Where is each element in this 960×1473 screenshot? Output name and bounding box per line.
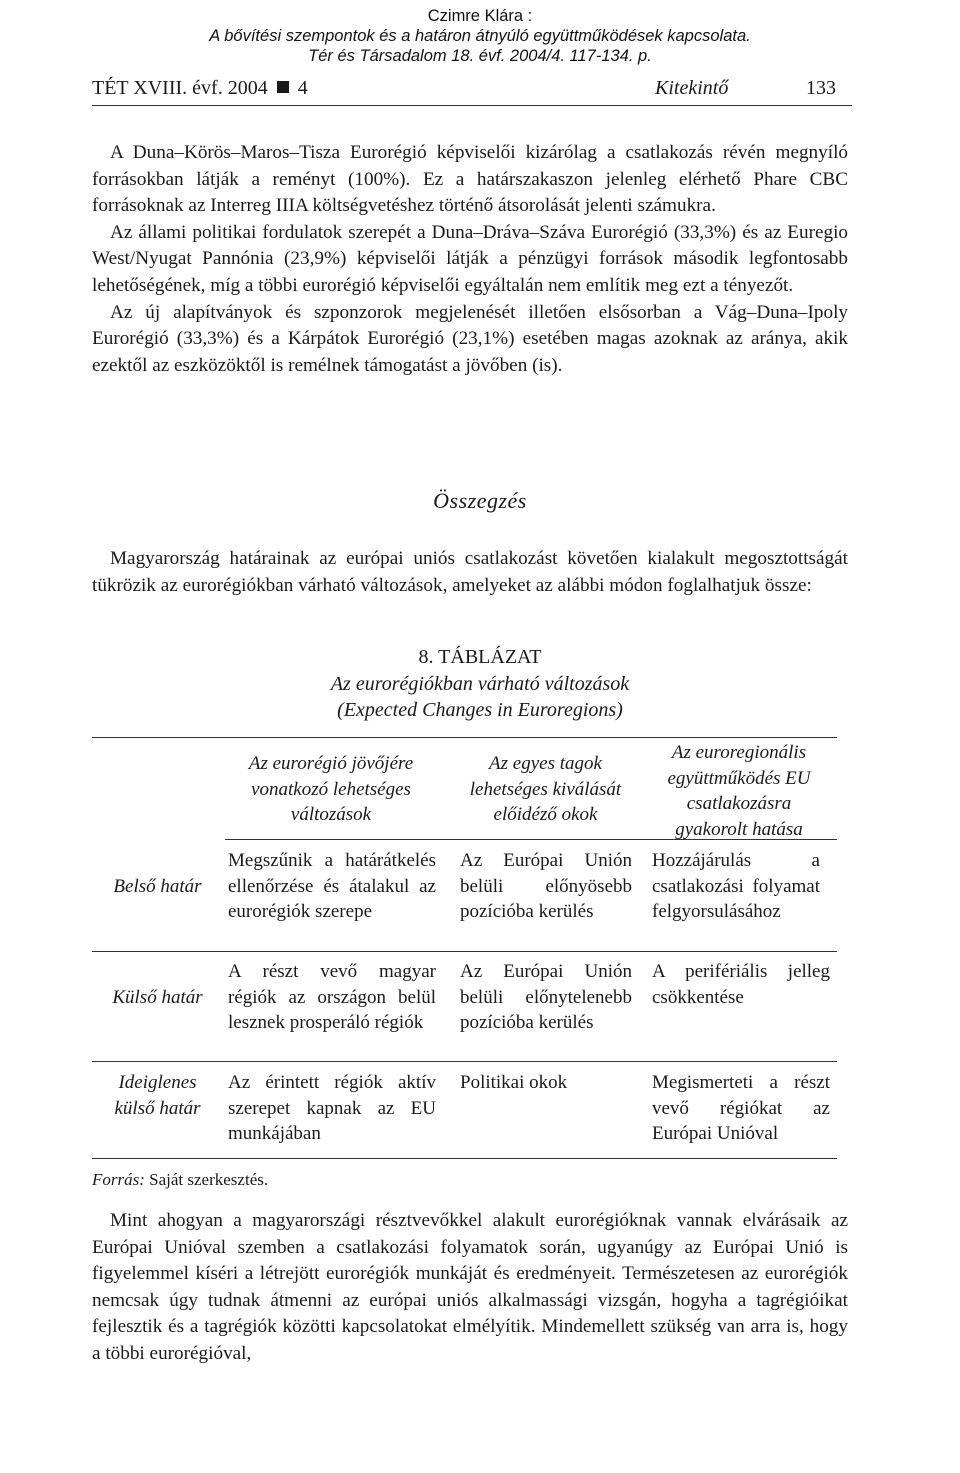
table-cell: Hozzájárulás a csatlakozási folyamat felgyorsulásához xyxy=(652,850,820,922)
journal-name: TÉT XVIII. évf. 2004 xyxy=(92,77,268,99)
table-source-label: Forrás: xyxy=(92,1170,145,1189)
table-header-cell: Az euroregionális együttműködés EU csatlakozásra gyakorolt hatása xyxy=(667,742,811,840)
table-cell: Politikai okok xyxy=(460,1072,568,1093)
summary-text xyxy=(92,546,848,599)
table-cell: A perifériális jelleg csökkentése xyxy=(652,961,830,1008)
table-row-rule xyxy=(92,1061,837,1062)
closing-paragraph: Mint ahogyan a magyarországi résztvevőkkel alakult eurorégióknak vannak elvárásaik az Európai Unióval szemben a csatlakozási folyamatok során, ugyanúgy az Európai Unió is figyelemmel kíséri a létrejött eurorégiók munkáját és eredményeit. Természetesen az eurorégiók nemcsak úgy tudnak átmenni az európai uniós alkalmassági vizsgán, hogyha a tagrégióikat fejlesztik és a tagrégiók közötti kapcsolatokat elmélyítik. Mindemellett szükség van arra is, hogy a többi eurorégióval, xyxy=(92,1210,848,1364)
intro-paragraph: Az állami politikai fordulatok szerepét a Duna–Dráva–Száva Eurorégió (33,3%) és az Euregio West/Nyugat Pannónia (23,9%) képviselői látják a pénzügyi források második legfontosabb lehetőségének, míg a többi eurorégió képviselői egyáltalán nem említik meg ezt a tényezőt. xyxy=(92,221,848,296)
closing-text xyxy=(92,1208,848,1368)
intro-paragraph: Az új alapítványok és szponzorok megjelenését illetően elsősorban a Vág–Duna–Ipoly Eurorégió (33,3%) és a Kárpátok Eurorégió (23,1%) esetében magas azoknak az aránya, akik ezektől az eszközöktől is remélnek támogatást a jövőben (is). xyxy=(92,301,848,376)
intro-paragraph: A Duna–Körös–Maros–Tisza Eurorégió képviselői kizárólag a csatlakozás révén megnyíló forrásokban látják a reményt (100%). Ez a határszakaszon jelenleg elérhető Phare CBC forrásoknak az Interreg IIIA költségvetéshez történő átsorolását jelenti számukra. xyxy=(92,142,848,217)
summary-paragraph: Magyarország határainak az európai uniós csatlakozást követően kialakult megosztottságát tükrözik az eurorégiókban várható változások, amelyeket az alábbi módon foglalhatjuk össze: xyxy=(92,548,848,596)
table-cell: Megszűnik a határátkelés ellenőrzése és átalakul az eurorégiók szerepe xyxy=(228,850,436,922)
table-row-label: Külső határ xyxy=(112,987,203,1008)
header-rule xyxy=(92,105,852,106)
running-header-left xyxy=(92,76,308,100)
table-header-cell: Az eurorégió jövőjére vonatkozó lehetséges változások xyxy=(248,753,414,825)
table-title-en: (Expected Changes in Euroregions) xyxy=(337,699,623,721)
section-title: Összegzés xyxy=(433,488,527,513)
table-row-label: Ideiglenes külső határ xyxy=(114,1072,201,1119)
table-source xyxy=(92,1169,268,1191)
table-source-text: Saját szerkesztés. xyxy=(149,1170,269,1189)
table-cell: Az érintett régiók aktív szerepet kapnak az EU munkájában xyxy=(228,1072,436,1144)
citation-source: Tér és Társadalom 18. évf. 2004/4. 117-134. p. xyxy=(308,47,652,65)
table-top-rule xyxy=(92,737,837,738)
citation-block xyxy=(0,6,960,66)
table-cell: Az Európai Unión belüli előnytelenebb pozícióba kerülés xyxy=(460,961,632,1033)
square-bullet-icon xyxy=(277,81,289,93)
table-row-label: Belső határ xyxy=(113,876,202,897)
table-number: 8. TÁBLÁZAT xyxy=(418,646,542,668)
issue-number: 4 xyxy=(297,77,308,99)
table-bottom-rule xyxy=(92,1158,837,1159)
citation-title: A bővítési szempontok és a határon átnyúló együttműködések kapcsolata. xyxy=(209,27,751,45)
section-name: Kitekintő xyxy=(655,77,729,99)
table-cell: Megismerteti a részt vevő régiókat az Európai Unióval xyxy=(652,1072,830,1144)
table-row-rule xyxy=(92,951,837,952)
intro-text xyxy=(92,140,848,379)
table-header-cell: Az egyes tagok lehetséges kiválását előidéző okok xyxy=(469,753,622,825)
table-cell: A részt vevő magyar régiók az országon belül lesznek prosperáló régiók xyxy=(228,961,436,1033)
table-title-hu: Az eurorégiókban várható változások xyxy=(330,673,630,695)
citation-author: Czimre Klára : xyxy=(427,7,533,25)
table-cell: Az Európai Unión belüli előnyösebb pozícióba kerülés xyxy=(460,850,632,922)
page-number: 133 xyxy=(806,77,836,99)
